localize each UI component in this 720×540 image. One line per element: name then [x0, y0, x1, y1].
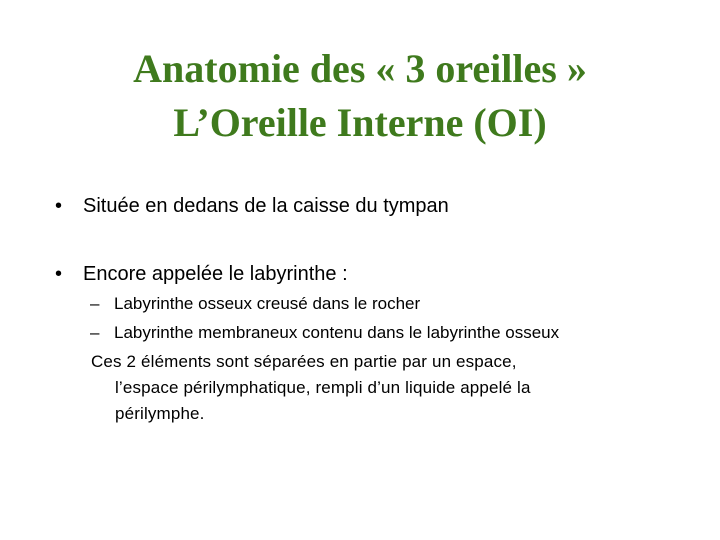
sub-bullet-item: [90, 322, 559, 344]
explanation-paragraph: [91, 349, 651, 427]
paragraph-line-3: périlymphe.: [115, 404, 205, 423]
bullet-marker: •: [55, 263, 63, 285]
bullet-text: Située en dedans de la caisse du tympan: [83, 195, 449, 217]
bullet-item: [55, 194, 449, 218]
bullet-text: Encore appelée le labyrinthe :: [83, 263, 348, 285]
paragraph-line-1: Ces 2 éléments sont séparées en partie par un espace,: [91, 352, 517, 371]
sub-bullet-marker: –: [90, 294, 100, 313]
sub-bullet-item: [90, 293, 420, 315]
sub-bullet-marker: –: [90, 323, 100, 342]
sub-bullet-text: Labyrinthe membraneux contenu dans le labyrinthe osseux: [114, 323, 560, 342]
title-line-1: Anatomie des « 3 oreilles »: [133, 46, 587, 91]
sub-bullet-text: Labyrinthe osseux creusé dans le rocher: [114, 294, 421, 313]
title-line-2: L’Oreille Interne (OI): [173, 100, 547, 145]
bullet-marker: •: [55, 195, 63, 217]
bullet-item: [55, 262, 348, 286]
paragraph-line-2: l’espace périlymphatique, rempli d’un liquide appelé la: [115, 378, 531, 397]
